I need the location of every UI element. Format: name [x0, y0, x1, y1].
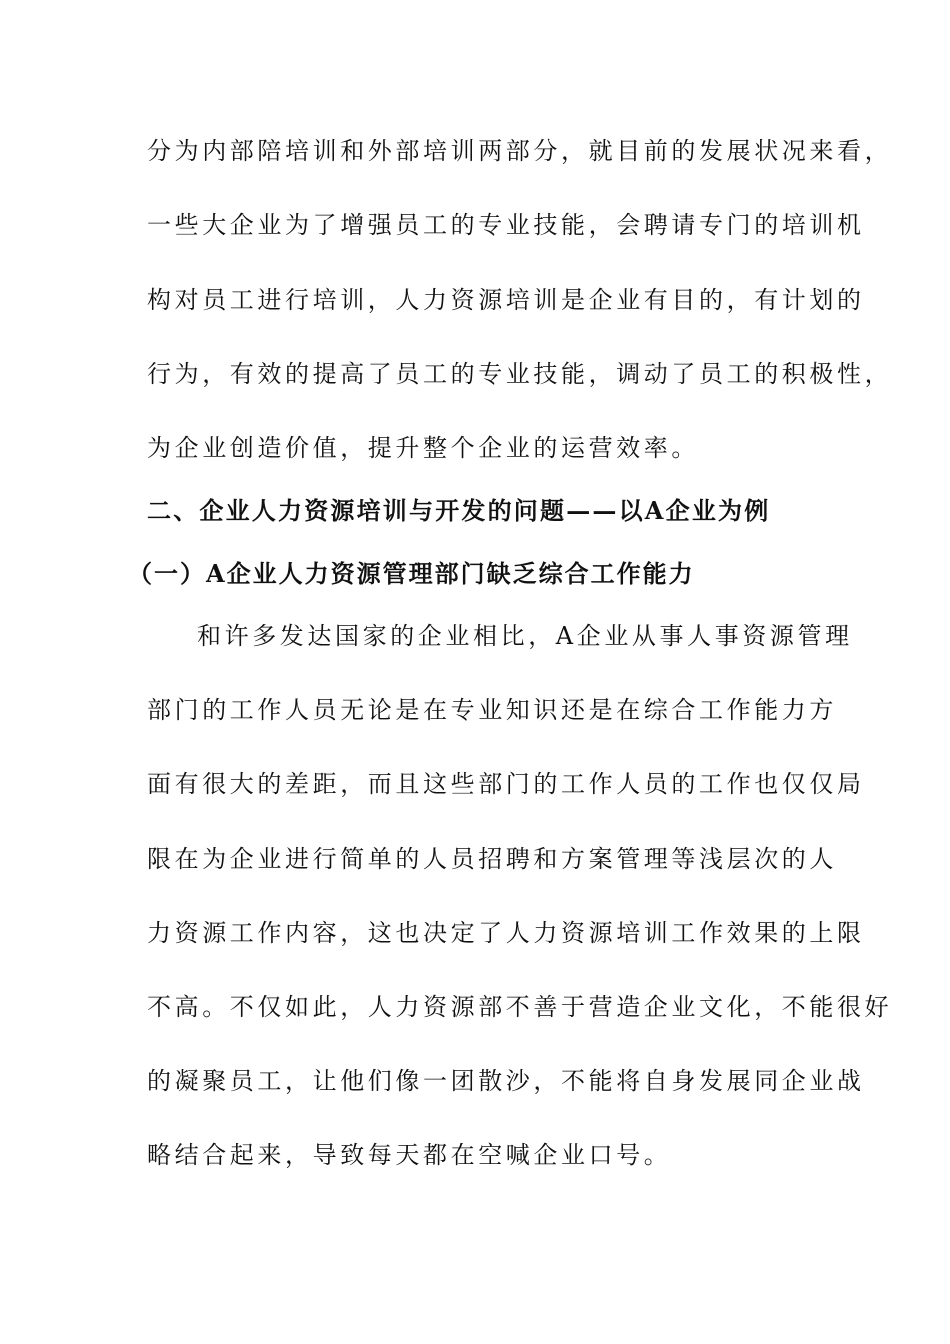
intro-line-4: 行为，有效的提高了员工的专业技能，调动了员工的积极性，	[147, 360, 893, 388]
section-heading: 二、企业人力资源培训与开发的问题——以A企业为例	[147, 496, 771, 525]
body-line-6: 不高。不仅如此，人力资源部不善于营造企业文化，不能很好	[147, 993, 893, 1021]
body-line-8: 略结合起来，导致每天都在空喊企业口号。	[147, 1141, 672, 1169]
intro-line-1: 分为内部陪培训和外部培训两部分，就目前的发展状况来看，	[147, 137, 893, 165]
body-line-1: 和许多发达国家的企业相比，A企业从事人事资源管理	[197, 622, 853, 650]
body-line-7: 的凝聚员工，让他们像一团散沙，不能将自身发展同企业战	[147, 1067, 865, 1095]
intro-line-2: 一些大企业为了增强员工的专业技能，会聘请专门的培训机	[147, 211, 865, 239]
body-line-5: 力资源工作内容，这也决定了人力资源培训工作效果的上限	[147, 919, 865, 947]
body-line-3: 面有很大的差距，而且这些部门的工作人员的工作也仅仅局	[147, 770, 865, 798]
intro-line-3: 构对员工进行培训，人力资源培训是企业有目的，有计划的	[147, 286, 865, 314]
subsection-heading: （一）A企业人力资源管理部门缺乏综合工作能力	[128, 559, 695, 588]
body-line-2: 部门的工作人员无论是在专业知识还是在综合工作能力方	[147, 696, 837, 724]
intro-line-5: 为企业创造价值，提升整个企业的运营效率。	[147, 434, 699, 462]
body-line-4: 限在为企业进行简单的人员招聘和方案管理等浅层次的人	[147, 845, 837, 873]
